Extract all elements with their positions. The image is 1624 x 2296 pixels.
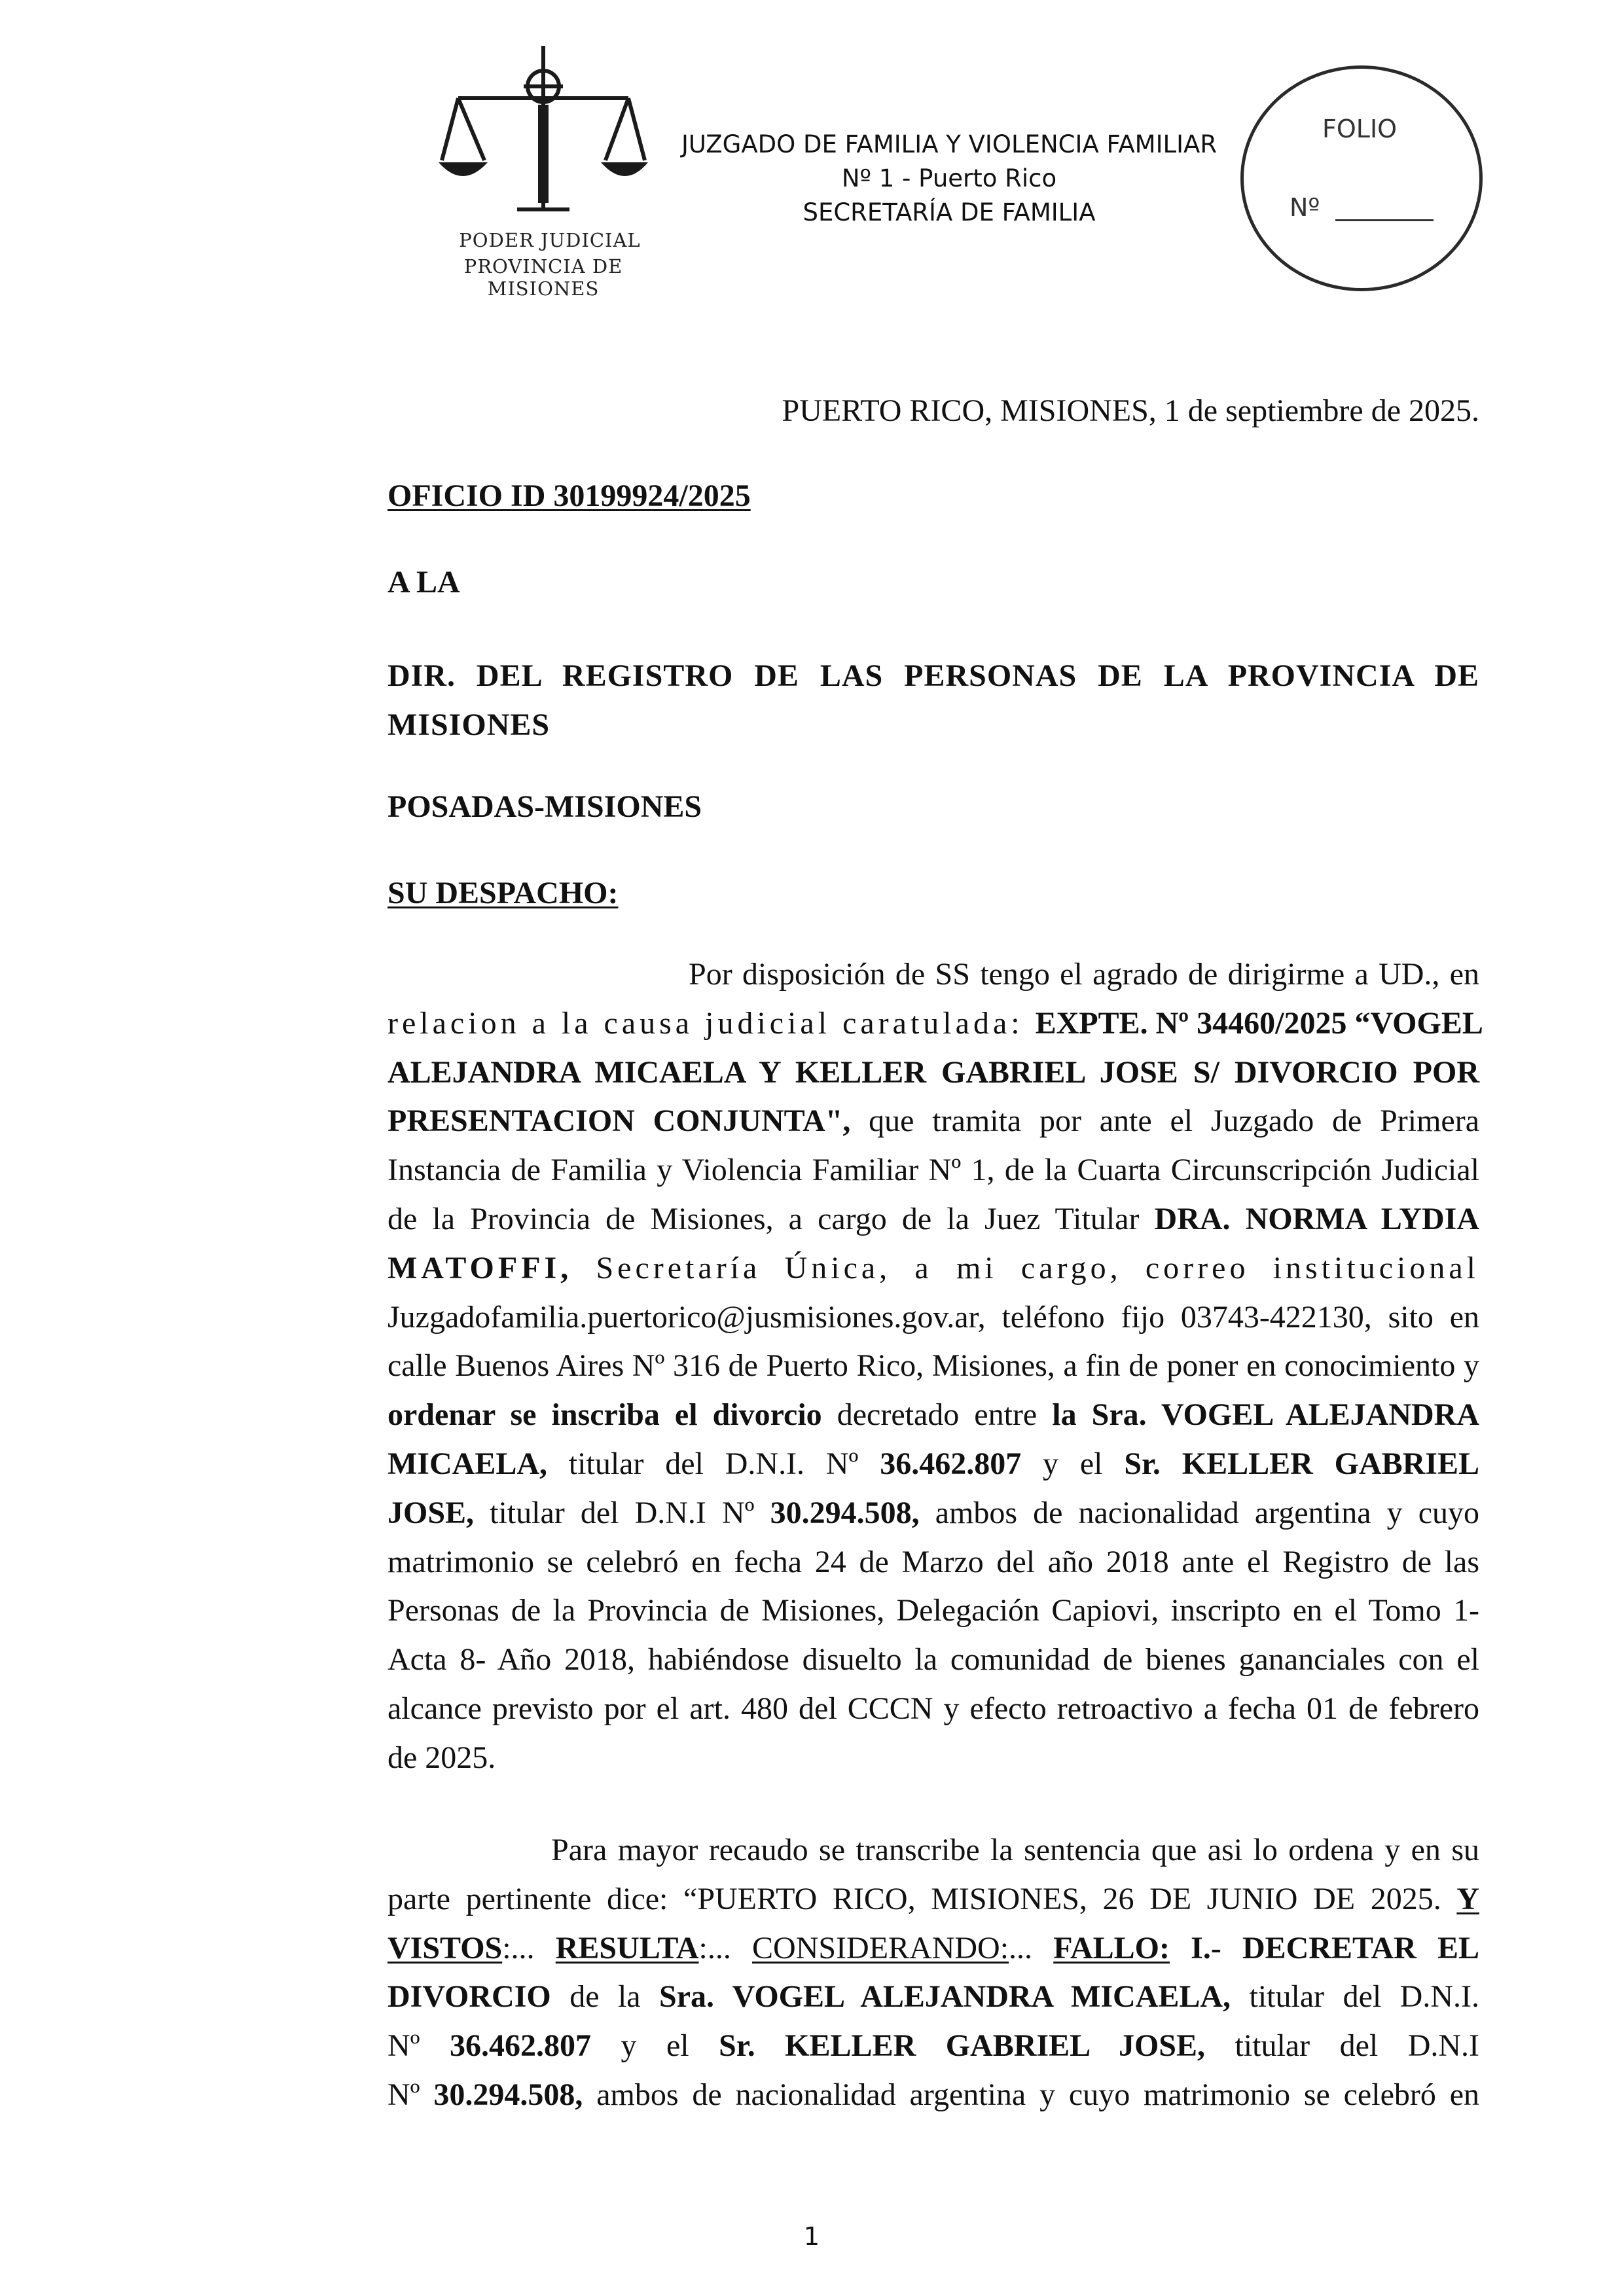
paragraph-line: relacion a la causa judicial caratulada: EXPTE. Nº 34460/2025 “VOGEL [388,1005,1483,1041]
folio-number-blank [1335,219,1434,221]
paragraph-line: de 2025. [388,1740,496,1775]
paragraph-line: PRESENTACION CONJUNTA", que tramita por ante el Juzgado de Primera [388,1103,1480,1139]
court-number: Nº 1 - Puerto Rico [841,164,1057,192]
paragraph-line: alcance previsto por el art. 480 del CCCN y efecto retroactivo a fecha 01 de febrero [388,1691,1479,1726]
addressee-prefix: A LA [388,565,460,600]
date-line: PUERTO RICO, MISIONES, 1 de septiembre de 2025. [782,393,1479,428]
paragraph-line: Juzgadofamilia.puertorico@jusmisiones.gov.ar, teléfono fijo 03743-422130, sito en [388,1299,1479,1335]
paragraph-line: Por disposición de SS tengo el agrado de dirigirme a UD., en [689,957,1479,992]
paragraph-line: Nº 36.462.807 y el Sr. KELLER GABRIEL JOSE, titular del D.N.I [388,2028,1479,2064]
despacho-heading: SU DESPACHO: [388,876,619,910]
paragraph-line: Personas de la Provincia de Misiones, Delegación Capiovi, inscripto en el Tomo 1- [388,1593,1479,1628]
paragraph-line: Acta 8- Año 2018, habiéndose disuelto la comunidad de bienes gananciales con el [388,1642,1479,1677]
paragraph-line: ALEJANDRA MICAELA Y KELLER GABRIEL JOSE S/ DIVORCIO POR [388,1054,1479,1090]
paragraph-line: Nº 30.294.508, ambos de nacionalidad argentina y cuyo matrimonio se celebró en [388,2077,1479,2112]
page-number: 1 [803,2222,820,2251]
court-name: JUZGADO DE FAMILIA Y VIOLENCIA FAMILIAR [681,130,1218,158]
body-paragraph-1 [388,950,1483,1783]
location: POSADAS-MISIONES [388,789,702,824]
logo-text-provincia: PROVINCIA DE MISIONES [463,255,623,300]
paragraph-line: ordenar se inscriba el divorcio decretado entre la Sra. VOGEL ALEJANDRA [388,1397,1479,1433]
logo-text-poder-judicial: PODER JUDICIAL [459,229,641,251]
paragraph-line: JOSE, titular del D.N.I Nº 30.294.508, ambos de nacionalidad argentina y cuyo [388,1495,1480,1530]
paragraph-line: parte pertinente dice: “PUERTO RICO, MISIONES, 26 DE JUNIO DE 2025. Y [388,1881,1479,1916]
oficio-id: OFICIO ID 30199924/2025 [388,478,751,513]
addressee: DIR. DEL REGISTRO DE LAS PERSONAS DE LA PROVINCIA DE MISIONES [388,658,1479,742]
paragraph-line: MICAELA, titular del D.N.I. Nº 36.462.807 y el Sr. KELLER GABRIEL [388,1446,1480,1481]
paragraph-line: matrimonio se celebró en fecha 24 de Marzo del año 2018 ante el Registro de las [388,1544,1479,1579]
poder-judicial-logo [399,39,681,300]
court-secretariat: SECRETARÍA DE FAMILIA [803,198,1096,226]
folio-stamp [1240,65,1483,291]
court-header [655,128,1244,230]
paragraph-line: MATOFFI, Secretaría Única, a mi cargo, correo institucional [388,1250,1479,1285]
paragraph-line: DIVORCIO de la Sra. VOGEL ALEJANDRA MICAELA, titular del D.N.I. [388,1979,1479,2015]
body-paragraph-2 [388,1826,1479,2120]
paragraph-line: Instancia de Familia y Violencia Familiar Nº 1, de la Cuarta Circunscripción Judicial [388,1153,1479,1188]
paragraph-line: VISTOS:... RESULTA:... CONSIDERANDO:... FALLO: I.- DECRETAR EL [388,1930,1479,1965]
folio-label: FOLIO [1322,115,1398,143]
paragraph-line: de la Provincia de Misiones, a cargo de la Juez Titular DRA. NORMA LYDIA [388,1201,1479,1236]
folio-number-label: Nº [1290,193,1320,222]
paragraph-line: Para mayor recaudo se transcribe la sentencia que asi lo ordena y en su [551,1833,1479,1867]
scales-of-justice-icon [439,39,648,223]
paragraph-line: calle Buenos Aires Nº 316 de Puerto Rico, Misiones, a fin de poner en conocimiento y [388,1348,1479,1384]
